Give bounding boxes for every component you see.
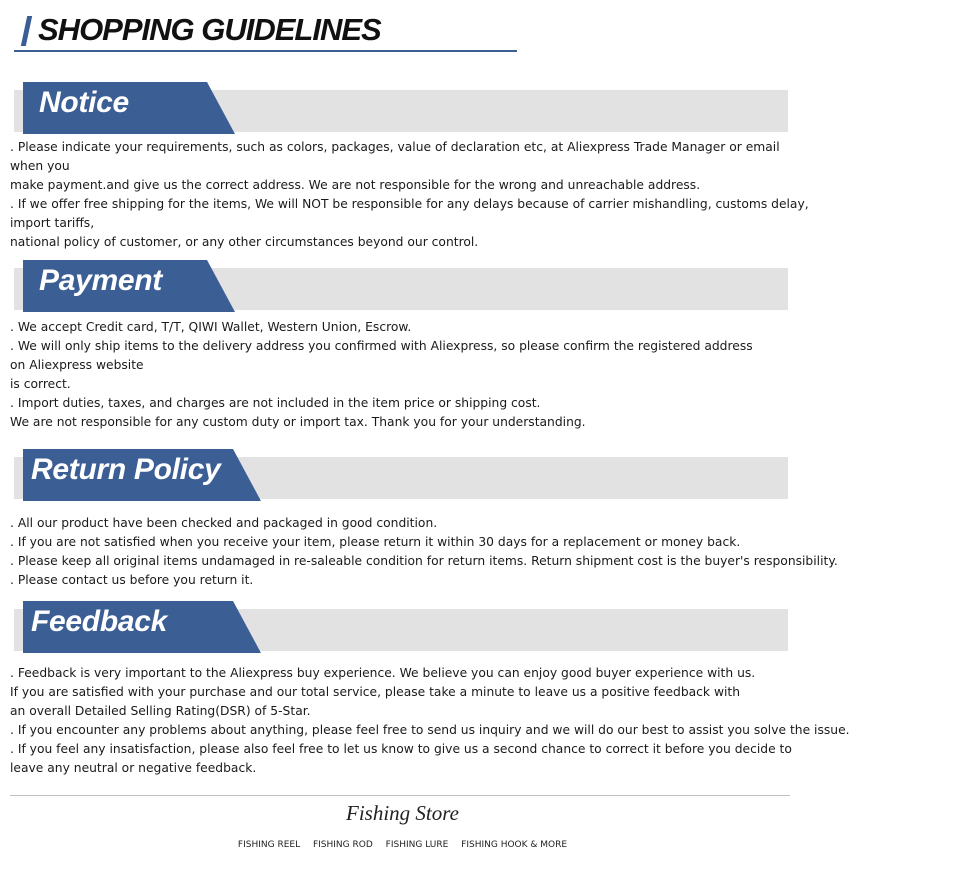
text-line: . Please indicate your requirements, such as colors, packages, value of declaration etc, at Aliexpress Trade Manager or email [10,140,780,154]
footer-links [0,840,805,850]
section-body-feedback [10,664,850,778]
text-line: . If you encounter any problems about anything, please feel free to send us inquiry and we will do our best to assist you solve the issue. [10,723,850,737]
text-line: . Please contact us before you return it. [10,573,254,587]
footer-link-fishing-lure[interactable]: FISHING LURE [385,840,449,850]
text-line: an overall Detailed Selling Rating(DSR) of 5-Star. [10,704,311,718]
section-heading: Payment [39,264,162,297]
store-name: Fishing Store [346,801,459,825]
text-line: on Aliexpress website [10,358,144,372]
text-line: . If you feel any insatisfaction, please also feel free to let us know to give us a second chance to correct it before you decide to [10,742,792,756]
footer-divider [10,795,790,796]
text-line: . If we offer free shipping for the items, We will NOT be responsible for any delays because of carrier mishandling, customs delay, [10,197,809,211]
page-header [14,10,517,52]
footer-link-fishing-reel[interactable]: FISHING REEL [237,840,301,850]
text-line: . Import duties, taxes, and charges are not included in the item price or shipping cost. [10,396,541,410]
text-line: import tariffs, [10,216,95,230]
footer-link-fishing-hook-more[interactable]: FISHING HOOK & MORE [461,840,568,850]
text-line: when you [10,159,70,173]
title-underline [14,50,517,52]
section-heading: Feedback [31,605,167,638]
text-line: . Please keep all original items undamaged in re-saleable condition for return items. Return shipment cost is the buyer's responsibility. [10,554,838,568]
title-accent-bar [21,16,32,46]
section-body-return-policy [10,514,840,590]
section-body-payment [10,318,840,432]
text-line: If you are satisfied with your purchase and our total service, please take a minute to leave us a positive feedback with [10,685,741,699]
section-body-notice [10,138,840,252]
section-heading: Return Policy [31,453,221,486]
text-line: . All our product have been checked and packaged in good condition. [10,516,438,530]
text-line: . We accept Credit card, T/T, QIWI Wallet, Western Union, Escrow. [10,320,412,334]
text-line: leave any neutral or negative feedback. [10,761,257,775]
text-line: . We will only ship items to the delivery address you confirmed with Aliexpress, so please confirm the registered address [10,339,753,353]
text-line: national policy of customer, or any other circumstances beyond our control. [10,235,479,249]
text-line: is correct. [10,377,71,391]
footer-link-fishing-rod[interactable]: FISHING ROD [312,840,373,850]
text-line: . If you are not satisfied when you receive your item, please return it within 30 days for a replacement or money back. [10,535,741,549]
text-line: make payment.and give us the correct address. We are not responsible for the wrong and unreachable address. [10,178,701,192]
section-heading: Notice [39,86,129,119]
page-title: SHOPPING GUIDELINES [38,12,381,47]
text-line: . Feedback is very important to the Aliexpress buy experience. We believe you can enjoy good buyer experience with us. [10,666,756,680]
text-line: We are not responsible for any custom duty or import tax. Thank you for your understanding. [10,415,586,429]
